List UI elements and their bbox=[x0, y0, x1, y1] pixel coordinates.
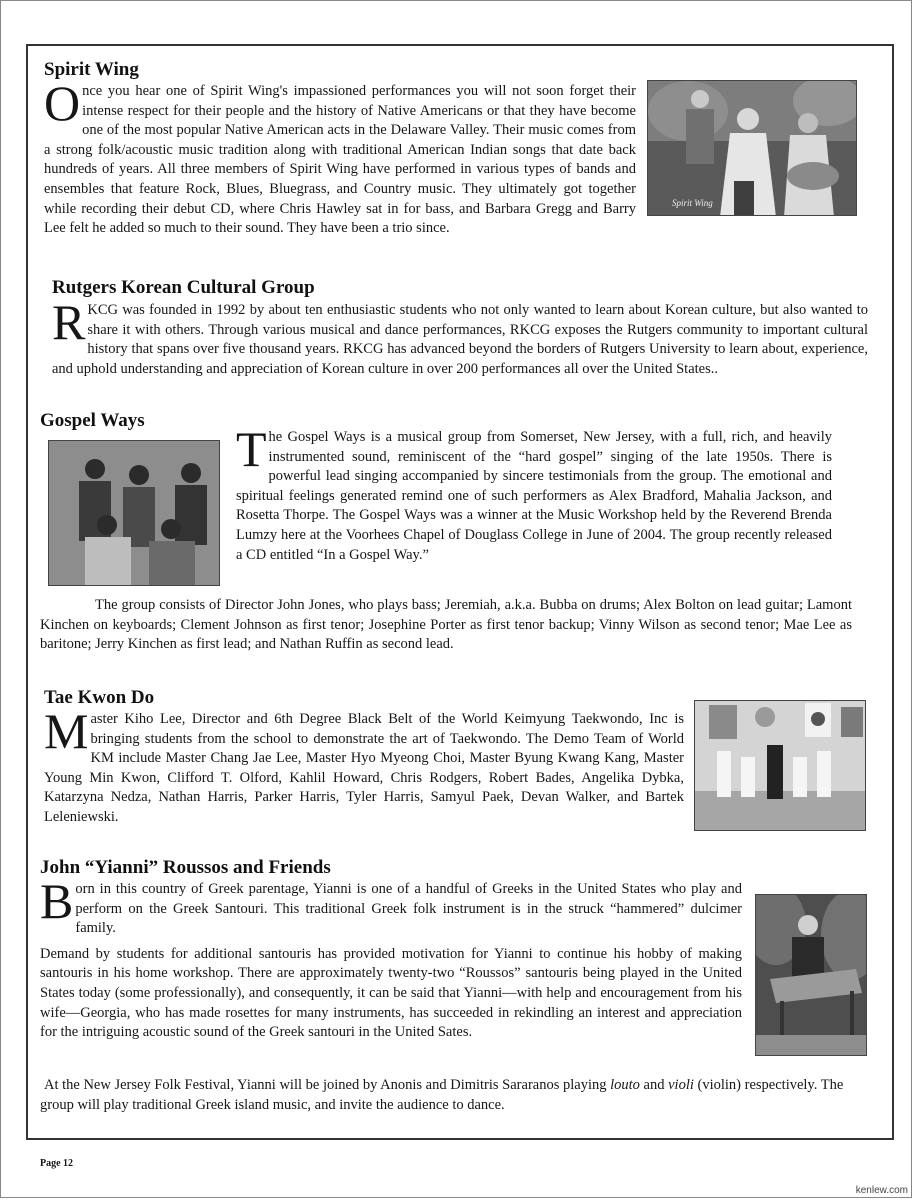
closing-text-part: and bbox=[639, 1077, 669, 1093]
performers-image-icon bbox=[648, 81, 857, 216]
paragraph-text: The group consists of Director John Jones, who plays bass; Jeremiah, a.k.a. Bubba on drums; Alex Bolton on lead guitar; Lamont Kinchen on keyboards; Clement Johnson as first tenor; Josephine Porter as first tenor backup; Vinny Wilson as second tenor; Mae Lee as baritone; Jerry Kinchen as first lead; and Nathan Ruffin as second lead. bbox=[40, 597, 852, 653]
section-body bbox=[44, 75, 636, 239]
instrument-name-violi: violi bbox=[668, 1077, 694, 1093]
section-spirit-wing bbox=[44, 58, 636, 239]
page-number: Page 12 bbox=[40, 1158, 74, 1169]
drop-cap: R bbox=[52, 294, 86, 350]
section-roussos bbox=[40, 856, 742, 1043]
santouri-player-image-icon bbox=[756, 895, 867, 1056]
drop-cap: M bbox=[44, 703, 89, 759]
section-body bbox=[52, 294, 868, 379]
drop-cap: O bbox=[44, 75, 81, 131]
section-gospel-ways-members bbox=[40, 596, 852, 655]
section-title: Gospel Ways bbox=[40, 410, 145, 431]
paragraph-text: orn in this country of Greek parentage, Yianni is one of a handful of Greeks in the United States who play and perform on the Greek Santouri. This traditional Greek folk instrument is in the struck “hammered” dulcimer family. bbox=[75, 881, 742, 937]
section-rkcg bbox=[52, 276, 868, 379]
section-body bbox=[236, 421, 832, 565]
paragraph-text: he Gospel Ways is a musical group from Somerset, New Jersey, with a full, rich, and heavily instrumented sound, reminiscent of the “hard gospel” singing of the late 1950s. There is powerful lead singing accompanied by sincere testimonials from the group. The emotional and spiritual feelings generated remind one of such performers as Alex Bradford, Mahalia Jackson, and Rosetta Thorpe. The Gospel Ways was a winner at the Music Workshop held by the Reverend Brenda Lumzy here at the Voorhees Chapel of Douglass College in June of 2004. The group recently released a CD entitled “In a Gospel Way.” bbox=[236, 429, 832, 563]
paragraph-text: KCG was founded in 1992 by about ten enthusiastic students who not only wanted to learn about Korean culture, but also wanted to share it with others. Through various musical and dance performances, RKCG exposes the Rutgers community to important cultural history that spans over five thousand years. RKCG has advanced beyond the borders of Rutgers University to learn about, experience, and uphold understanding and appreciation of Korean culture in over 200 performances all over the United States.. bbox=[52, 302, 868, 377]
drop-cap: B bbox=[40, 873, 74, 929]
gospel-ways-photo bbox=[48, 440, 220, 586]
section-title: Tae Kwon Do bbox=[44, 687, 155, 708]
paragraph-text bbox=[40, 1076, 856, 1115]
section-title: Rutgers Korean Cultural Group bbox=[52, 277, 315, 298]
section-title: Spirit Wing bbox=[44, 59, 139, 80]
section-body bbox=[44, 703, 684, 828]
tae-kwon-do-photo bbox=[694, 700, 866, 831]
section-tae-kwon-do bbox=[44, 686, 684, 828]
martial-arts-image-icon bbox=[695, 701, 866, 831]
section-title: John “Yianni” Roussos and Friends bbox=[40, 857, 331, 878]
closing-text-part: At the New Jersey Folk Festival, Yianni will be joined by Anonis and Dimitris Sararanos playing bbox=[44, 1077, 611, 1093]
watermark: kenlew.com bbox=[855, 1185, 908, 1196]
section-body bbox=[40, 873, 742, 939]
spirit-wing-photo bbox=[647, 80, 857, 216]
paragraph-text: aster Kiho Lee, Director and 6th Degree Black Belt of the World Keimyung Taekwondo, Inc is bringing students from the school to demonstrate the art of Taekwondo. The Demo Team of World KM include Master Chang Jae Lee, Master Hyo Myeong Choi, Master Byung Kwang Kang, Master Young Min Kwon, Clifford T. Olford, Kahlil Howard, Chris Rodgers, Robert Bades, Angelika Dybka, Katarzyna Nedza, Nathan Harris, Parker Harris, Tyler Harris, Samyul Paek, Devan Walker, and Bartek Leleniewski. bbox=[44, 711, 684, 825]
closing-text-part: (violin) respectively. The group will play traditional Greek island music, and invite the audience to dance. bbox=[40, 1077, 844, 1113]
paragraph-text: Demand by students for additional santouris has provided motivation for Yianni to continue his hobby of making santouris in his home workshop. There are approximately twenty-two “Roussos” santouris being played in the United States today (some professionally), and consequently, it can be said that Yianni—with help and encouragement from his wife—Georgia, who has made rosettes for many instruments, has succeeded in rekindling an interest and appreciation for the intriguing acoustic sound of the Greek santouri in the United Sates. bbox=[40, 945, 742, 1041]
photo-caption: Spirit Wing bbox=[672, 198, 713, 208]
paragraph-text: nce you hear one of Spirit Wing's impassioned performances you will not soon forget their intense respect for their people and the history of Native Americans or that they have become one of the most popular Native American acts in the Delaware Valley. Their music comes from a strong folk/acoustic music tradition along with traditional American Indian songs that date back hundreds of years. All three members of Spirit Wing have performed in various types of bands and ensembles that feature Rock, Blues, Bluegrass, and Country music. They ultimately got together while recording their debut CD, where Chris Hawley sat in for bass, and Barbara Gregg and Barry Lee felt he added so much to their sound. They have been a trio since. bbox=[44, 83, 636, 237]
group-portrait-image-icon bbox=[49, 441, 220, 586]
roussos-photo bbox=[755, 894, 867, 1056]
instrument-name-louto: louto bbox=[610, 1077, 640, 1093]
section-roussos-closing bbox=[40, 1076, 856, 1115]
section-gospel-ways bbox=[236, 421, 832, 565]
drop-cap: T bbox=[236, 421, 267, 477]
